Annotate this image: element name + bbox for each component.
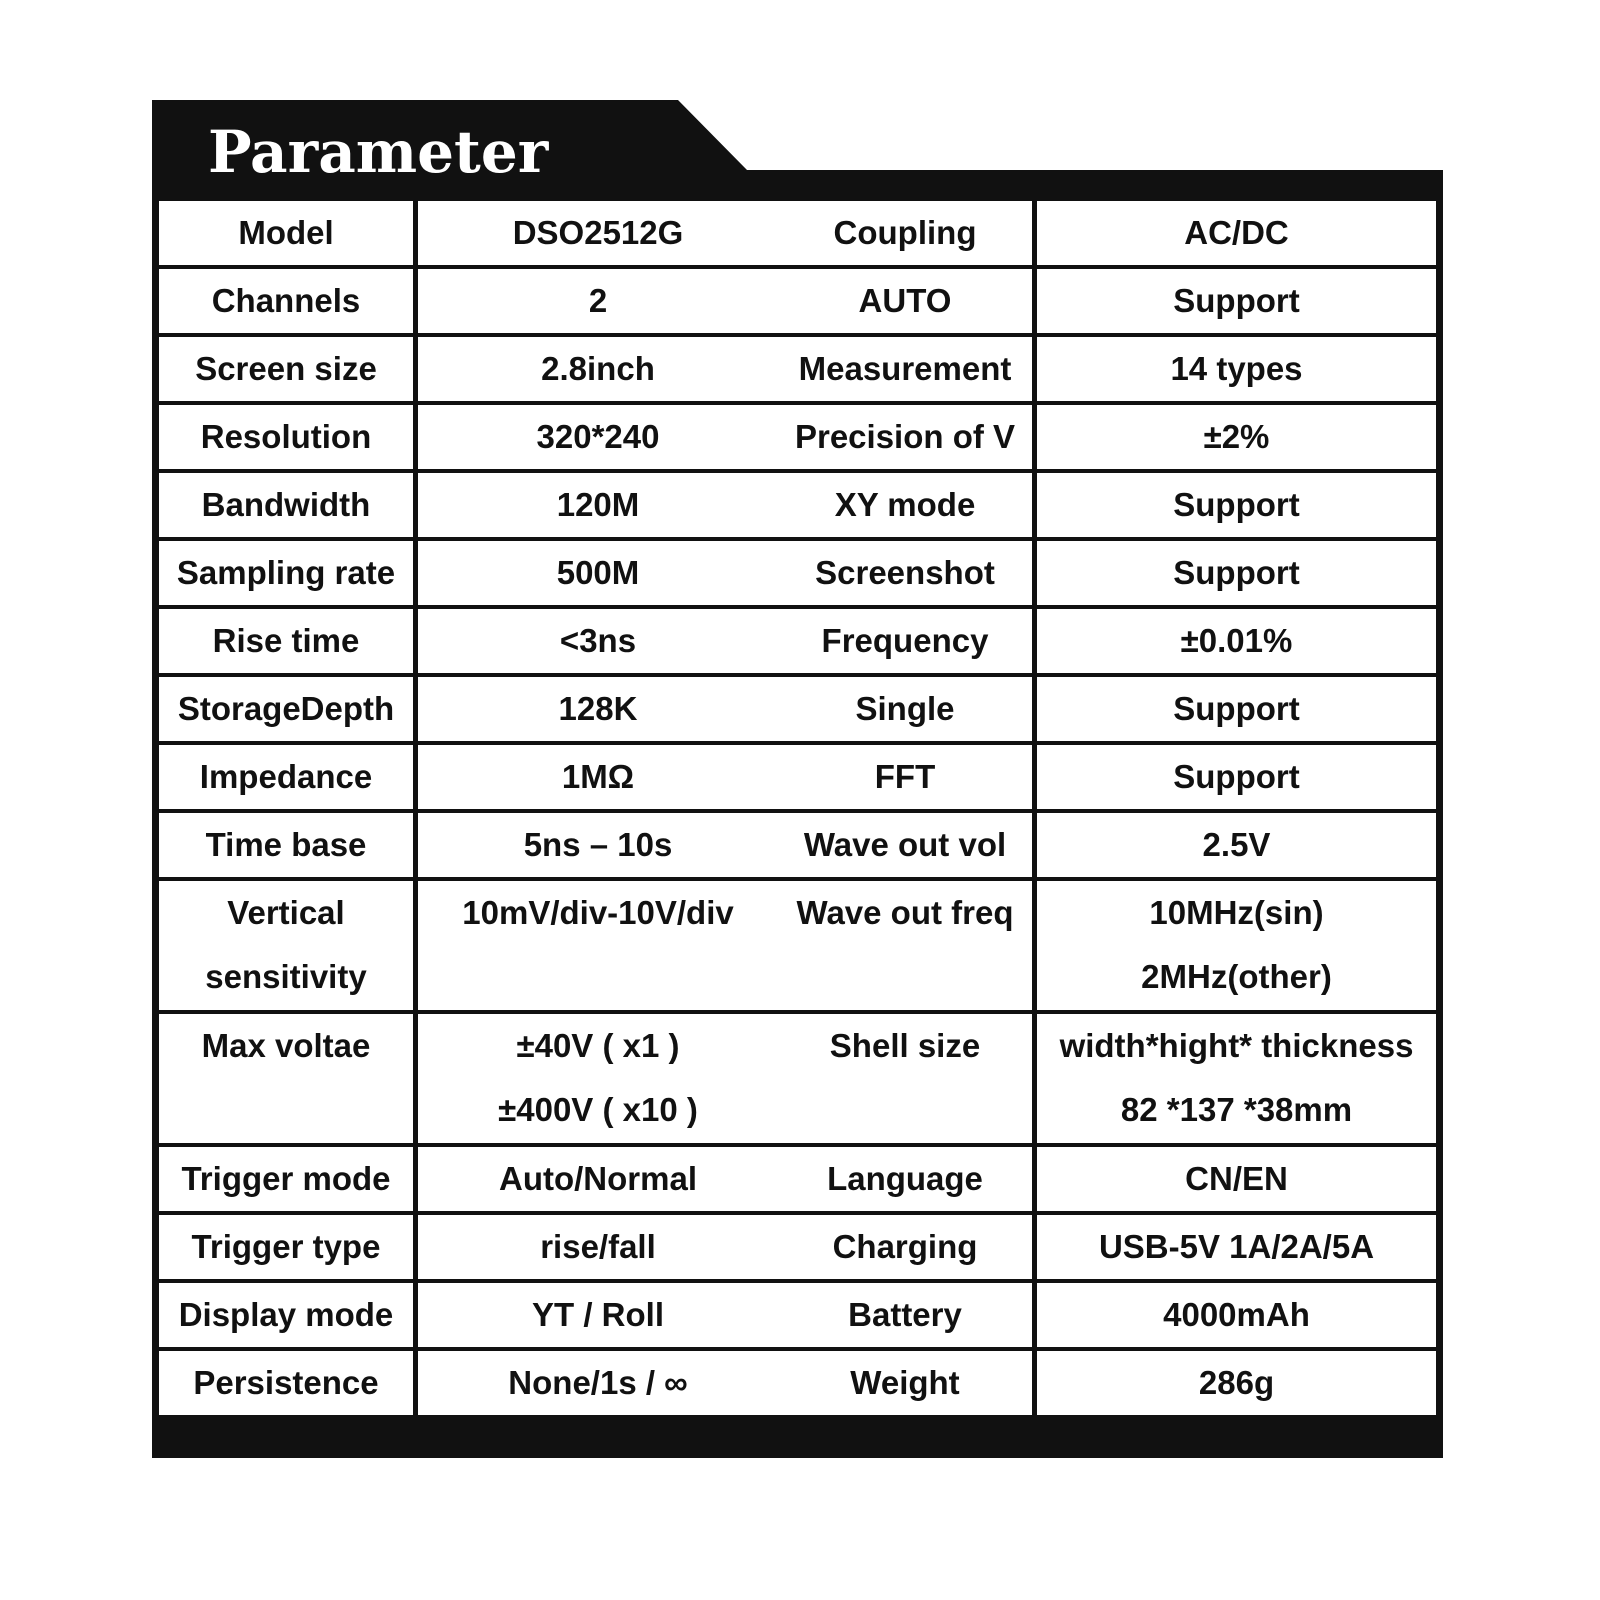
right-label-cell <box>778 337 1032 401</box>
left-label-cell <box>159 677 413 741</box>
right-label-cell <box>778 473 1032 537</box>
right-label-text: Charging <box>832 1228 978 1265</box>
right-value-text: 2MHz(other) <box>1141 958 1332 995</box>
left-label-cell <box>159 1351 413 1415</box>
left-value-cell <box>418 745 778 809</box>
left-value-cell <box>418 1283 778 1347</box>
right-label-text: AUTO <box>858 282 952 319</box>
left-value-text: rise/fall <box>540 1228 656 1265</box>
left-label-text: Resolution <box>200 418 372 455</box>
left-label-text: Display mode <box>178 1296 394 1333</box>
right-value-text: 10MHz(sin) <box>1149 894 1324 931</box>
right-value-cell <box>1037 677 1436 741</box>
right-value-text: 4000mAh <box>1163 1296 1310 1333</box>
left-label-text: Vertical <box>227 894 345 931</box>
right-value-cell <box>1037 337 1436 401</box>
left-label-cell <box>159 1147 413 1211</box>
left-value-cell <box>418 201 778 265</box>
right-label-text: Screenshot <box>815 554 995 591</box>
left-label-text: Trigger type <box>191 1228 381 1265</box>
right-label-cell <box>778 1014 1032 1143</box>
right-value-cell <box>1037 1147 1436 1211</box>
left-value-cell <box>418 881 778 1010</box>
left-value-cell <box>418 813 778 877</box>
right-value-text: USB-5V 1A/2A/5A <box>1098 1228 1375 1265</box>
right-label-cell <box>778 677 1032 741</box>
left-value-cell <box>418 1147 778 1211</box>
right-label-cell <box>778 745 1032 809</box>
right-label-text: Coupling <box>833 214 977 251</box>
left-value-text: 5ns – 10s <box>523 826 673 863</box>
left-label-cell <box>159 473 413 537</box>
right-value-text: 14 types <box>1170 350 1303 387</box>
right-label-cell <box>778 541 1032 605</box>
left-value-text: ±40V ( x1 ) <box>516 1027 680 1064</box>
left-value-text: <3ns <box>559 622 637 659</box>
right-label-text: Precision of V <box>794 418 1016 455</box>
right-label-text: Wave out freq <box>796 894 1014 931</box>
spec-table-left <box>159 201 778 1448</box>
left-label-text: Sampling rate <box>176 554 396 591</box>
right-value-text: Support <box>1173 486 1300 523</box>
left-label-text: Time base <box>205 826 367 863</box>
left-value-cell <box>418 609 778 673</box>
right-label-cell <box>778 881 1032 1010</box>
left-label-cell <box>159 269 413 333</box>
left-value-cell <box>418 1014 778 1143</box>
left-value-text: 1MΩ <box>561 758 635 795</box>
right-label-cell <box>778 1215 1032 1279</box>
right-label-text: Language <box>827 1160 983 1197</box>
left-label-text: Max voltae <box>201 1027 371 1064</box>
left-label-text: Bandwidth <box>201 486 371 523</box>
right-label-cell <box>778 405 1032 469</box>
right-value-text: 286g <box>1198 1364 1275 1401</box>
right-label-text: Weight <box>850 1364 960 1401</box>
left-label-text: Rise time <box>212 622 360 659</box>
left-value-cell <box>418 473 778 537</box>
left-label-text: sensitivity <box>205 958 367 995</box>
right-value-cell <box>1037 1283 1436 1347</box>
left-value-text: 500M <box>556 554 640 591</box>
spec-table-right <box>778 201 1436 1448</box>
right-label-text: FFT <box>874 758 936 795</box>
right-label-text: Shell size <box>829 1027 981 1064</box>
left-value-text: 2.8inch <box>541 350 655 387</box>
right-value-text: width*hight* thickness <box>1059 1027 1414 1064</box>
right-label-text: Measurement <box>798 350 1012 387</box>
right-value-text: Support <box>1173 554 1300 591</box>
right-value-text: 2.5V <box>1202 826 1271 863</box>
right-label-text: Single <box>855 690 955 727</box>
left-label-cell <box>159 201 413 265</box>
left-label-cell <box>159 881 413 1010</box>
right-label-text: Wave out vol <box>803 826 1007 863</box>
left-label-cell <box>159 745 413 809</box>
left-label-text: StorageDepth <box>177 690 395 727</box>
left-label-text: Channels <box>211 282 361 319</box>
page-title: Parameter <box>208 118 549 186</box>
right-value-cell <box>1037 269 1436 333</box>
left-label-cell <box>159 1215 413 1279</box>
left-label-cell <box>159 541 413 605</box>
right-label-text: XY mode <box>834 486 976 523</box>
right-value-cell <box>1037 1351 1436 1415</box>
right-value-text: AC/DC <box>1184 214 1289 251</box>
right-label-text: Frequency <box>821 622 989 659</box>
right-value-cell <box>1037 1215 1436 1279</box>
left-label-cell <box>159 1283 413 1347</box>
left-label-cell <box>159 609 413 673</box>
left-label-cell <box>159 337 413 401</box>
right-label-cell <box>778 1351 1032 1415</box>
right-label-cell <box>778 813 1032 877</box>
left-value-cell <box>418 337 778 401</box>
left-value-cell <box>418 677 778 741</box>
left-value-text: None/1s / ∞ <box>508 1364 688 1401</box>
right-label-cell <box>778 201 1032 265</box>
left-label-text: Trigger mode <box>181 1160 391 1197</box>
left-label-cell <box>159 813 413 877</box>
right-value-cell <box>1037 609 1436 673</box>
right-value-text: ±2% <box>1203 418 1270 455</box>
right-label-cell <box>778 1147 1032 1211</box>
left-label-text: Screen size <box>195 350 377 387</box>
right-value-cell <box>1037 473 1436 537</box>
left-value-text: 2 <box>588 282 608 319</box>
right-value-text: CN/EN <box>1185 1160 1288 1197</box>
left-value-text: 320*240 <box>536 418 660 455</box>
right-value-cell <box>1037 745 1436 809</box>
left-label-cell <box>159 1014 413 1143</box>
left-value-cell <box>418 541 778 605</box>
left-value-text: YT / Roll <box>532 1296 664 1333</box>
right-value-cell <box>1037 813 1436 877</box>
left-value-cell <box>418 1215 778 1279</box>
left-label-cell <box>159 405 413 469</box>
right-value-cell <box>1037 881 1436 1010</box>
right-value-cell <box>1037 1014 1436 1143</box>
left-value-text: ±400V ( x10 ) <box>498 1091 698 1128</box>
left-value-cell <box>418 1351 778 1415</box>
left-value-text: 120M <box>556 486 640 523</box>
right-label-cell <box>778 1283 1032 1347</box>
right-value-cell <box>1037 201 1436 265</box>
right-value-text: Support <box>1173 690 1300 727</box>
right-value-text: Support <box>1173 758 1300 795</box>
left-value-text: 10mV/div-10V/div <box>462 894 734 931</box>
right-label-text: Battery <box>848 1296 962 1333</box>
left-value-cell <box>418 405 778 469</box>
right-value-text: 82 *137 *38mm <box>1120 1091 1353 1128</box>
left-value-cell <box>418 269 778 333</box>
right-value-cell <box>1037 541 1436 605</box>
right-label-cell <box>778 609 1032 673</box>
right-label-cell <box>778 269 1032 333</box>
right-value-text: ±0.01% <box>1180 622 1293 659</box>
left-value-text: DSO2512G <box>512 214 684 251</box>
right-value-cell <box>1037 405 1436 469</box>
left-value-text: Auto/Normal <box>499 1160 697 1197</box>
left-label-text: Persistence <box>193 1364 379 1401</box>
left-label-text: Impedance <box>199 758 373 795</box>
left-label-text: Model <box>238 214 334 251</box>
left-value-text: 128K <box>558 690 638 727</box>
right-value-text: Support <box>1173 282 1300 319</box>
